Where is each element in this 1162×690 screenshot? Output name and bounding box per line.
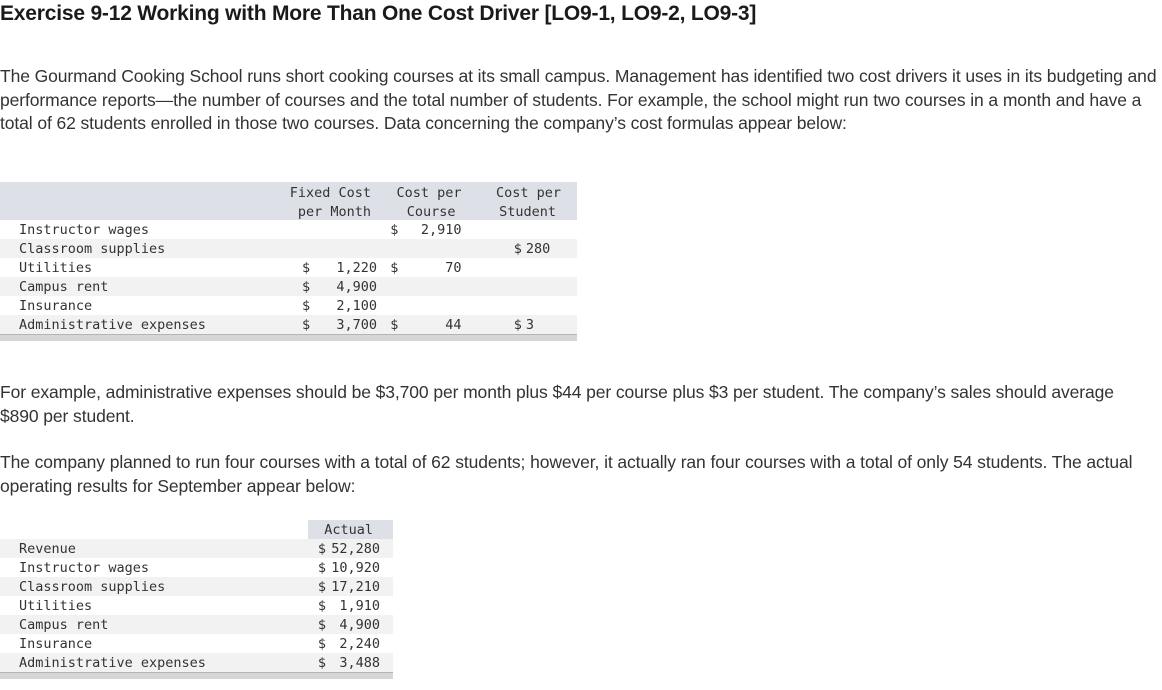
actual-currency: $ xyxy=(317,616,326,633)
actual-currency: $ xyxy=(317,654,326,671)
row-label: Classroom supplies xyxy=(19,578,166,595)
spacer-cell xyxy=(380,577,393,596)
cost-per-student-currency: $ xyxy=(513,316,522,333)
actual-value: 3,488 xyxy=(339,654,380,671)
fixed-cost-currency xyxy=(290,239,310,258)
spacer-cell xyxy=(462,220,501,239)
header-cost-per-student-line1: Cost per xyxy=(495,185,561,201)
cost-table-row xyxy=(0,239,577,258)
cost-per-course-currency: $ xyxy=(390,259,399,276)
row-label: Classroom supplies xyxy=(19,240,166,257)
cost-per-student-value: 280 xyxy=(525,240,551,257)
actual-results-table xyxy=(0,520,393,679)
cost-table-bottom-bar xyxy=(0,335,577,342)
fixed-cost-value xyxy=(310,239,377,258)
row-label: Revenue xyxy=(19,540,76,557)
spacer-cell xyxy=(462,296,501,315)
cost-per-student-currency: $ xyxy=(513,240,522,257)
cost-per-student-value xyxy=(526,296,577,315)
cost-per-student-currency xyxy=(500,277,526,296)
cost-per-course-value: 2,910 xyxy=(420,221,462,238)
cost-table-row xyxy=(0,220,577,239)
cost-per-course-value: 70 xyxy=(445,259,462,276)
actual-value: 2,240 xyxy=(339,635,380,652)
actual-table-row xyxy=(0,577,393,596)
spacer-cell xyxy=(462,258,501,277)
cost-table-row xyxy=(0,315,577,335)
actual-value: 10,920 xyxy=(331,559,380,576)
fixed-cost-value: 4,900 xyxy=(336,278,378,295)
cost-per-course-currency: $ xyxy=(390,221,399,238)
spacer-cell xyxy=(462,277,501,296)
header-cost-per-course-line2: Course xyxy=(406,204,456,220)
actual-table-row xyxy=(0,558,393,577)
cost-per-course-currency: $ xyxy=(390,316,399,333)
actual-currency: $ xyxy=(317,597,326,614)
spacer-cell xyxy=(380,653,393,673)
header-actual: Actual xyxy=(308,520,393,539)
row-label: Campus rent xyxy=(19,616,109,633)
actual-currency: $ xyxy=(317,578,326,595)
cost-table-row xyxy=(0,258,577,277)
cost-per-course-value xyxy=(402,239,461,258)
cost-per-course-currency xyxy=(377,296,402,315)
row-label: Administrative expenses xyxy=(19,654,206,671)
spacer-cell xyxy=(380,596,393,615)
spacer-cell xyxy=(380,558,393,577)
row-label: Administrative expenses xyxy=(19,316,206,333)
spacer-cell xyxy=(462,315,501,335)
fixed-cost-currency xyxy=(290,220,310,239)
fixed-cost-currency: $ xyxy=(301,297,311,314)
fixed-cost-currency: $ xyxy=(301,278,311,295)
cost-per-course-currency xyxy=(377,277,402,296)
fixed-cost-value xyxy=(310,220,377,239)
header-cost-per-course-line1: Cost per xyxy=(396,185,462,201)
cost-table-header-row-1 xyxy=(0,182,577,201)
intro-paragraph: The Gourmand Cooking School runs short cooking courses at its small campus. Management has identified two cost drivers it uses in its budgeting and performance reports—the number of courses and the total number of students. For example, the school might run two courses in a month and have a total of 62 students enrolled in those two courses. Data concerning the company’s cost formulas appear below: xyxy=(0,66,1157,133)
planned-paragraph: The company planned to run four courses with a total of 62 students; however, it actually ran four courses with a total of only 54 students. The actual operating results for September appear below: xyxy=(0,452,1133,496)
fixed-cost-value: 3,700 xyxy=(336,316,378,333)
spacer-cell xyxy=(380,634,393,653)
fixed-cost-currency: $ xyxy=(301,316,311,333)
cost-per-student-value xyxy=(526,258,577,277)
actual-table-row xyxy=(0,653,393,673)
example-paragraph: For example, administrative expenses should be $3,700 per month plus $44 per course plus $3 per student. The company’s sales should average $890 per student. xyxy=(0,382,1114,426)
spacer-cell xyxy=(462,239,501,258)
actual-currency: $ xyxy=(317,559,326,576)
spacer-cell xyxy=(380,539,393,558)
spacer-cell xyxy=(380,615,393,634)
actual-table-row xyxy=(0,539,393,558)
actual-table-bottom-bar xyxy=(0,673,393,680)
row-label: Utilities xyxy=(19,259,93,276)
cost-table-header-row-2 xyxy=(0,201,577,220)
cost-per-course-currency xyxy=(377,239,402,258)
row-label: Instructor wages xyxy=(19,559,150,576)
cost-per-course-value xyxy=(402,296,461,315)
cost-table-row xyxy=(0,296,577,315)
header-fixed-cost-line1: Fixed Cost xyxy=(289,185,372,201)
row-label: Instructor wages xyxy=(19,221,150,238)
fixed-cost-currency: $ xyxy=(301,259,311,276)
actual-value: 1,910 xyxy=(339,597,380,614)
actual-value: 17,210 xyxy=(331,578,380,595)
cost-per-student-value xyxy=(526,220,577,239)
fixed-cost-value: 1,220 xyxy=(336,259,378,276)
cost-per-student-currency xyxy=(500,220,526,239)
cost-per-course-value xyxy=(402,277,461,296)
actual-value: 52,280 xyxy=(331,540,380,557)
actual-table-row xyxy=(0,596,393,615)
exercise-title: Exercise 9-12 Working with More Than One Cost Driver [LO9-1, LO9-2, LO9-3] xyxy=(0,2,757,25)
header-fixed-cost-line2: per Month xyxy=(297,204,372,220)
actual-currency: $ xyxy=(317,540,326,557)
cost-per-student-currency xyxy=(500,296,526,315)
cost-per-student-value xyxy=(526,277,577,296)
row-label: Insurance xyxy=(19,635,93,652)
cost-table-row xyxy=(0,277,577,296)
row-label: Utilities xyxy=(19,597,93,614)
actual-table-header-row xyxy=(0,520,393,539)
row-label: Campus rent xyxy=(19,278,109,295)
cost-per-student-currency xyxy=(500,258,526,277)
header-cost-per-student-line2: Student xyxy=(499,204,556,220)
row-label: Insurance xyxy=(19,297,93,314)
actual-table-row xyxy=(0,634,393,653)
actual-currency: $ xyxy=(317,635,326,652)
fixed-cost-value: 2,100 xyxy=(336,297,378,314)
cost-table-header-blank xyxy=(0,182,290,201)
cost-formula-table xyxy=(0,182,577,341)
cost-per-course-value: 44 xyxy=(445,316,462,333)
actual-value: 4,900 xyxy=(339,616,380,633)
actual-table-row xyxy=(0,615,393,634)
cost-per-student-value: 3 xyxy=(525,316,534,333)
